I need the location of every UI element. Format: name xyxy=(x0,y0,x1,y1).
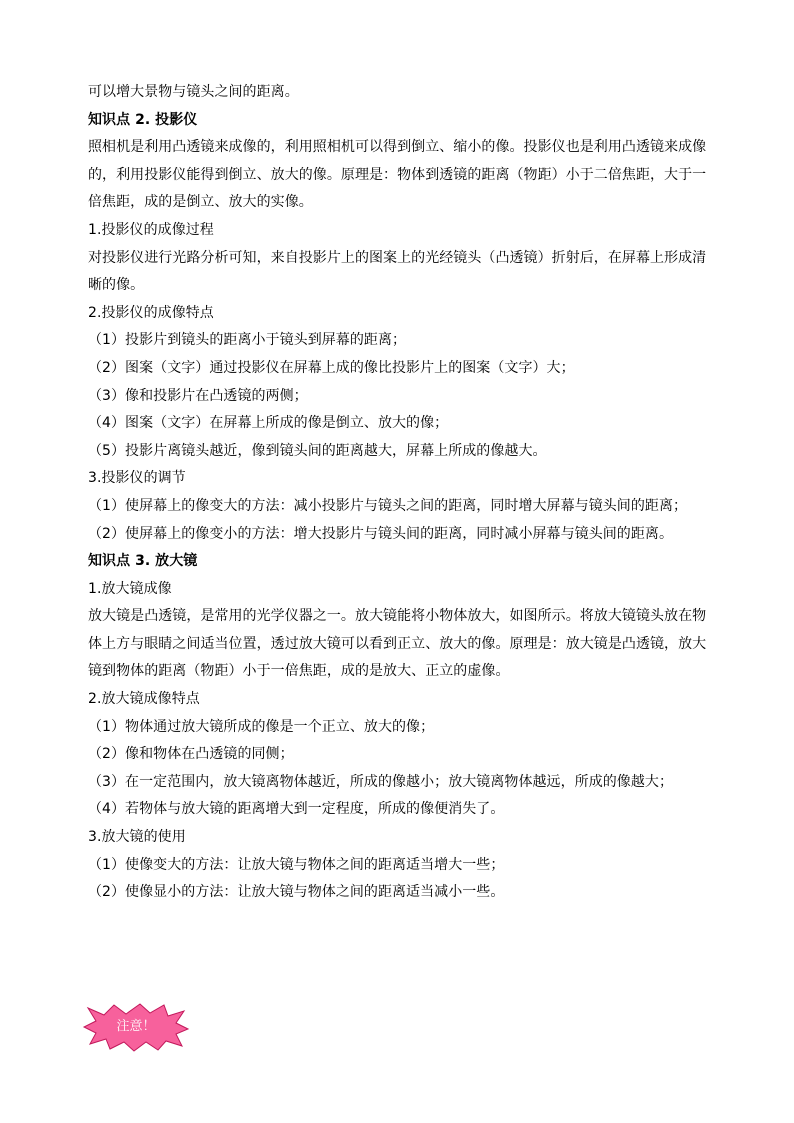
list-item: （1）物体通过放大镜所成的像是一个正立、放大的像； xyxy=(88,718,435,735)
text-line: 对投影仪进行光路分析可知，来自投影片上的图案上的光经镜头（凸透镜）折射后，在屏幕上形成清 xyxy=(88,249,707,266)
subheading-magnifier-imaging: 1.放大镜成像 xyxy=(88,580,172,597)
list-item: （2）像和物体在凸透镜的同侧； xyxy=(88,746,294,763)
subheading-projector-imaging-process: 1.投影仪的成像过程 xyxy=(88,221,214,238)
text-line: 可以增大景物与镜头之间的距离。 xyxy=(88,84,299,100)
text-line: 倍焦距，成的是倒立、放大的实像。 xyxy=(88,194,313,211)
list-item: （1）投影片到镜头的距离小于镜头到屏幕的距离； xyxy=(88,332,407,349)
list-item: （2）使屏幕上的像变小的方法：增大投影片与镜头间的距离，同时减小屏幕与镜头间的距离。 xyxy=(88,525,674,542)
attention-burst-callout xyxy=(82,1002,190,1052)
subheading-magnifier-usage: 3.放大镜的使用 xyxy=(88,829,186,846)
list-item: （2）图案（文字）通过投影仪在屏幕上成的像比投影片上的图案（文字）大； xyxy=(88,359,575,376)
subheading-projector-imaging-features: 2.投影仪的成像特点 xyxy=(88,304,214,321)
list-item: （2）使像显小的方法：让放大镜与物体之间的距离适当减小一些。 xyxy=(88,884,505,901)
text-line: 镜到物体的距离（物距）小于一倍焦距，成的是放大、正立的虚像。 xyxy=(88,663,510,680)
document-body xyxy=(88,79,713,907)
list-item: （5）投影片离镜头越近，像到镜头间的距离越大，屏幕上所成的像越大。 xyxy=(88,442,547,459)
callout-label: 注意！ xyxy=(116,1019,156,1034)
text-line: 的，利用投影仪能得到倒立、放大的像。原理是：物体到透镜的距离（物距）小于二倍焦距，大于一 xyxy=(88,166,707,183)
list-item: （1）使屏幕上的像变大的方法：减小投影片与镜头之间的距离，同时增大屏幕与镜头间的距离； xyxy=(88,497,688,514)
text-line: 晰的像。 xyxy=(88,277,145,294)
text-line: 放大镜是凸透镜，是常用的光学仪器之一。放大镜能将小物体放大，如图所示。将放大镜镜头放在物 xyxy=(88,608,707,625)
subheading-magnifier-imaging-features: 2.放大镜成像特点 xyxy=(88,691,200,708)
list-item: （1）使像变大的方法：让放大镜与物体之间的距离适当增大一些； xyxy=(88,856,505,873)
section-heading-knowledge-point-2: 知识点 2. 投影仪 xyxy=(88,111,198,128)
list-item: （3）像和投影片在凸透镜的两侧； xyxy=(88,387,308,404)
text-line: 照相机是利用凸透镜来成像的，利用照相机可以得到倒立、缩小的像。投影仪也是利用凸透镜来成像 xyxy=(88,139,707,156)
list-item: （4）若物体与放大镜的距离增大到一定程度，所成的像便消失了。 xyxy=(88,801,505,818)
section-heading-knowledge-point-3: 知识点 3. 放大镜 xyxy=(88,553,198,570)
list-item: （4）图案（文字）在屏幕上所成的像是倒立、放大的像； xyxy=(88,415,449,432)
subheading-projector-adjustment: 3.投影仪的调节 xyxy=(88,470,186,487)
list-item: （3）在一定范围内，放大镜离物体越近，所成的像越小；放大镜离物体越远，所成的像越大； xyxy=(88,773,674,790)
text-line: 体上方与眼睛之间适当位置，透过放大镜可以看到正立、放大的像。原理是：放大镜是凸透镜，放大 xyxy=(88,635,707,652)
